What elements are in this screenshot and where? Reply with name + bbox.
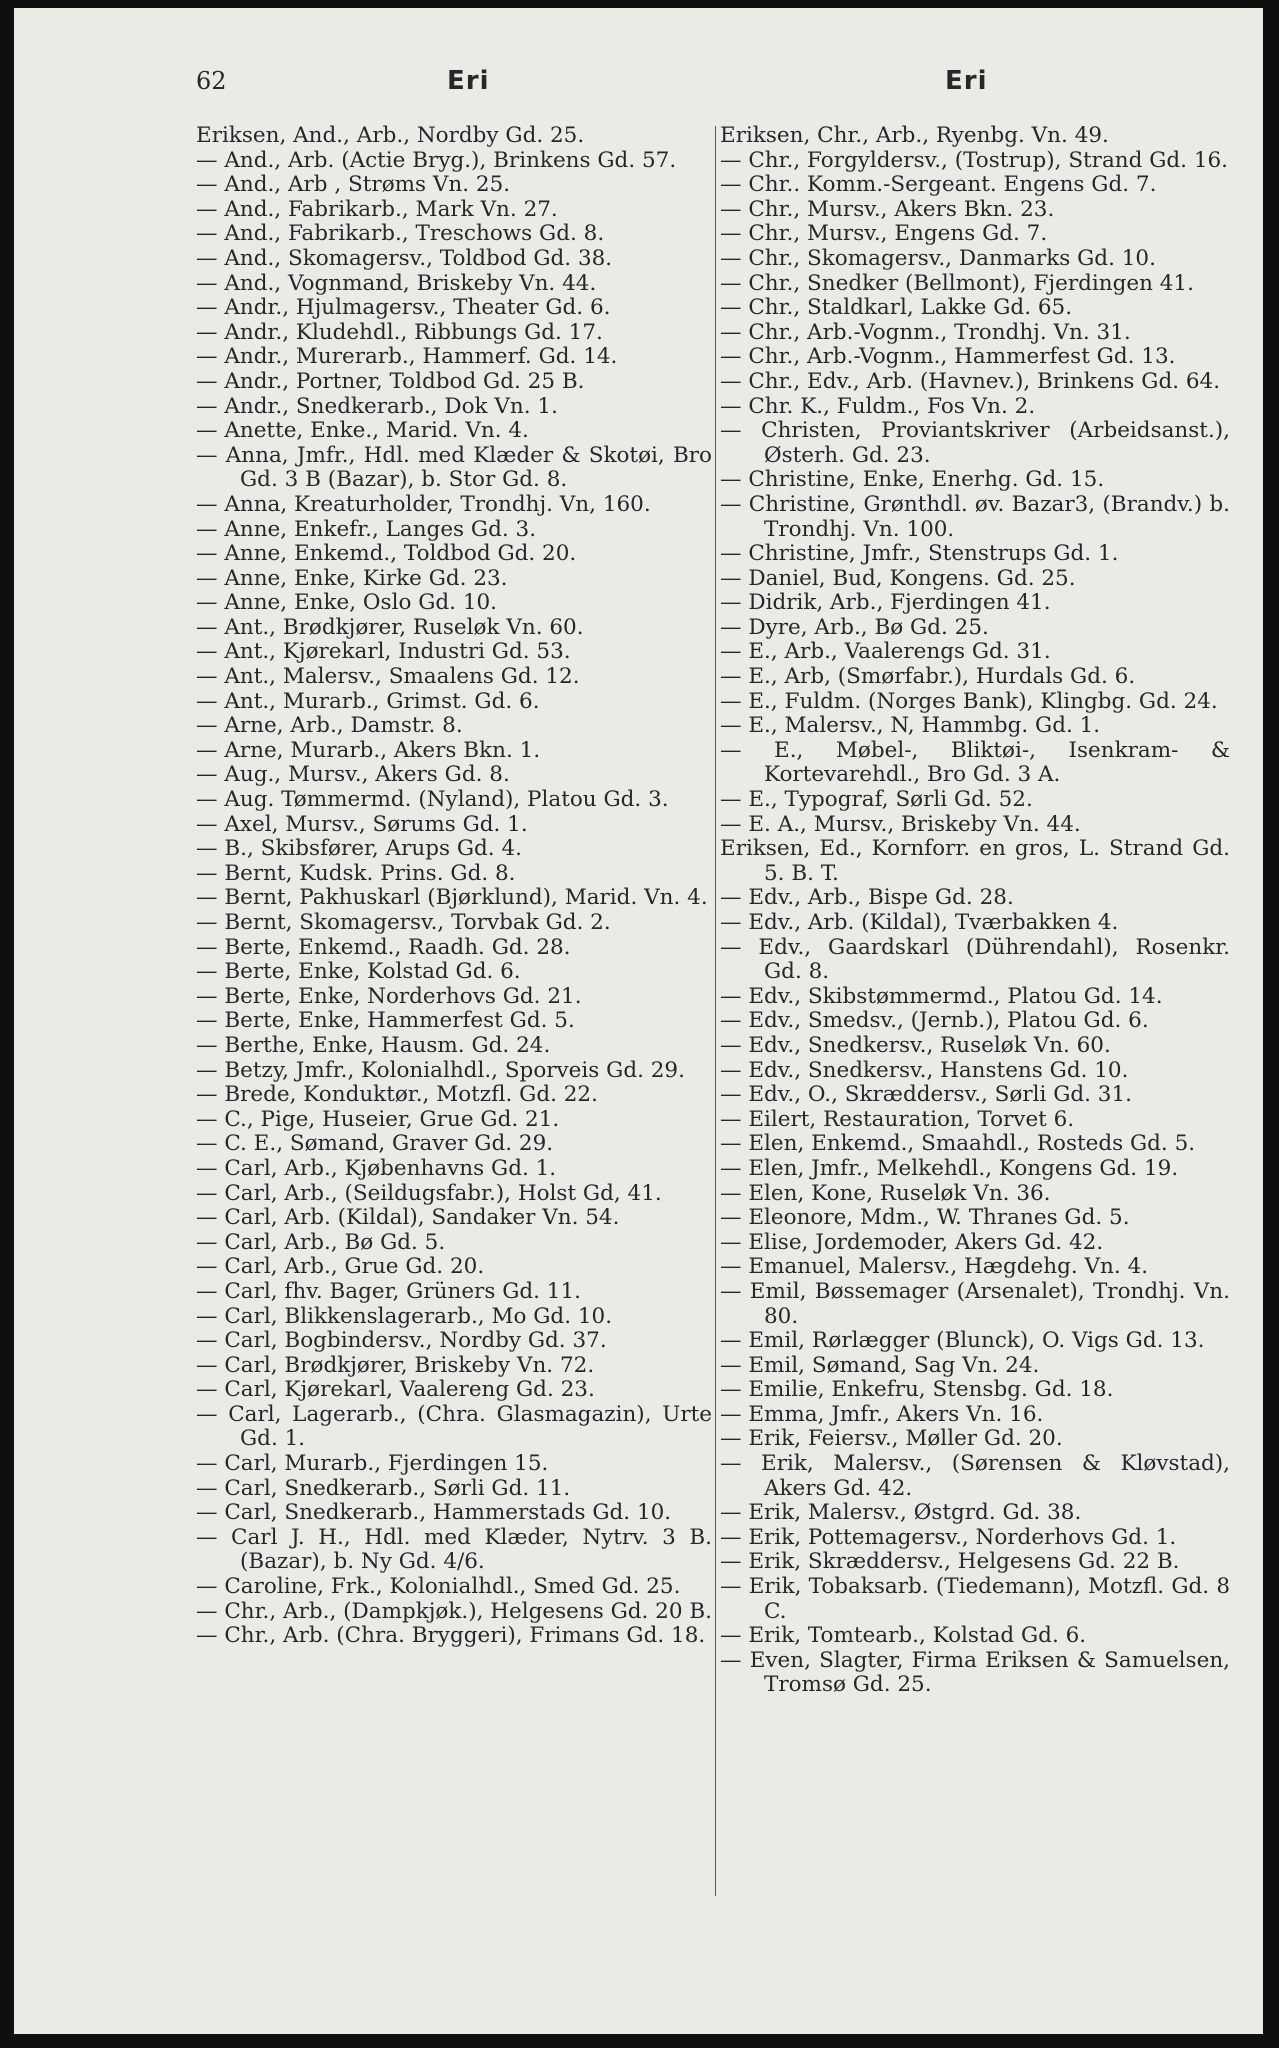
directory-entry: — B., Skibsfører, Arups Gd. 4.: [196, 836, 522, 862]
directory-entry: — Erik, Malersv., (Sørensen & Kløvstad), Akers Gd. 42.: [720, 1451, 1230, 1501]
directory-entry: — Chr.. Komm.-Sergeant. Engens Gd. 7.: [720, 172, 1157, 198]
directory-entry: — Carl, Arb., Bø Gd. 5.: [196, 1229, 446, 1255]
directory-entry: — Daniel, Bud, Kongens. Gd. 25.: [720, 565, 1076, 591]
directory-entry: — Ant., Brødkjører, Ruseløk Vn. 60.: [196, 614, 584, 640]
directory-entry: — And., Skomagersv., Toldbod Gd. 38.: [196, 245, 613, 271]
directory-entry: — E., Møbel-, Bliktøi-, Isenkram- & Kortevarehdl., Bro Gd. 3 A.: [720, 737, 1230, 788]
directory-entry: — Edv., Arb. (Kildal), Tværbakken 4.: [720, 910, 1119, 935]
directory-entry: — And., Arb. (Actie Bryg.), Brinkens Gd. 57.: [196, 147, 677, 173]
directory-entry: — Carl, Blikkenslagerarb., Mo Gd. 10.: [196, 1303, 613, 1329]
directory-entry: — Christine, Grønthdl. øv. Bazar3, (Brandv.) b. Trondhj. Vn. 100.: [720, 491, 1230, 542]
directory-entry: — Carl, Brødkjører, Briskeby Vn. 72.: [196, 1352, 595, 1378]
directory-entry: — Emilie, Enkefru, Stensbg. Gd. 18.: [720, 1377, 1114, 1403]
directory-entry: — Brede, Konduktør., Motzfl. Gd. 22.: [196, 1082, 598, 1108]
running-head-right: Eri: [945, 66, 988, 96]
directory-page: [14, 8, 1263, 2034]
directory-entry: — Emanuel, Malersv., Hægdehg. Vn. 4.: [720, 1254, 1149, 1280]
directory-entry: — Caroline, Frk., Kolonialhdl., Smed Gd. 25.: [196, 1574, 681, 1600]
directory-entry: — E., Fuldm. (Norges Bank), Klingbg. Gd. 24.: [720, 688, 1218, 714]
directory-entry: — Carl, Kjørekarl, Vaalereng Gd. 23.: [196, 1377, 595, 1403]
directory-entry: — Dyre, Arb., Bø Gd. 25.: [720, 614, 989, 640]
directory-entry: — Berthe, Enke, Hausm. Gd. 24.: [196, 1032, 551, 1058]
directory-entry: — Eleonore, Mdm., W. Thranes Gd. 5.: [720, 1205, 1130, 1231]
directory-entry: — Eilert, Restauration, Torvet 6.: [720, 1106, 1075, 1132]
directory-entry: — Anna, Jmfr., Hdl. med Klæder & Skotøi, Bro Gd. 3 B (Bazar), b. Stor Gd. 8.: [196, 442, 712, 493]
directory-entry: — Chr., Edv., Arb. (Havnev.), Brinkens Gd. 64.: [720, 368, 1221, 394]
right-column: [720, 124, 1230, 1698]
directory-entry: — C. E., Sømand, Graver Gd. 29.: [196, 1131, 554, 1157]
directory-entry: — Christine, Enke, Enerhg. Gd. 15.: [720, 467, 1105, 493]
directory-entry: — Chr., Arb., (Dampkjøk.), Helgesens Gd. 20 B.: [196, 1598, 713, 1624]
directory-entry: — Arne, Arb., Damstr. 8.: [196, 713, 463, 739]
directory-entry: — Andr., Portner, Toldbod Gd. 25 B.: [196, 368, 585, 394]
directory-entry: — Edv., Skibstømmermd., Platou Gd. 14.: [720, 983, 1163, 1009]
directory-entry: — Elise, Jordemoder, Akers Gd. 42.: [720, 1229, 1104, 1255]
directory-entry: — Chr., Arb.-Vognm., Trondhj. Vn. 31.: [720, 319, 1131, 345]
directory-entry: — Edv., Gaardskarl (Dührendahl), Rosenkr. Gd. 8.: [720, 934, 1230, 985]
directory-entry: — Chr., Arb. (Chra. Bryggeri), Frimans Gd. 18.: [196, 1623, 706, 1649]
directory-entry: — Edv., Snedkersv., Hanstens Gd. 10.: [720, 1057, 1129, 1083]
directory-entry: — Christine, Jmfr., Stenstrups Gd. 1.: [720, 541, 1119, 567]
directory-entry: — Edv., Arb., Bispe Gd. 28.: [720, 885, 1014, 911]
directory-entry: — E., Arb, (Smørfabr.), Hurdals Gd. 6.: [720, 664, 1136, 690]
directory-entry: — Anna, Kreaturholder, Trondhj. Vn, 160.: [196, 491, 651, 517]
directory-entry: — Didrik, Arb., Fjerdingen 41.: [720, 590, 1051, 616]
directory-entry: — Chr. K., Fuldm., Fos Vn. 2.: [720, 393, 1036, 419]
directory-entry: Eriksen, Chr., Arb., Ryenbg. Vn. 49.: [720, 123, 1109, 148]
directory-entry: — Bernt, Skomagersv., Torvbak Gd. 2.: [196, 910, 611, 935]
directory-entry: — Chr., Snedker (Bellmont), Fjerdingen 41.: [720, 270, 1194, 296]
directory-entry: — Carl, Arb. (Kildal), Sandaker Vn. 54.: [196, 1205, 620, 1231]
directory-entry: — Even, Slagter, Firma Eriksen & Samuelsen, Tromsø Gd. 25.: [720, 1647, 1230, 1698]
running-head-left: Eri: [447, 66, 490, 96]
directory-entry: — Chr., Staldkarl, Lakke Gd. 65.: [720, 295, 1073, 321]
directory-entry: — Chr., Mursv., Akers Bkn. 23.: [720, 196, 1055, 222]
directory-entry: — Chr., Skomagersv., Danmarks Gd. 10.: [720, 245, 1156, 271]
directory-entry: — C., Pige, Huseier, Grue Gd. 21.: [196, 1106, 560, 1132]
directory-entry: — Ant., Murarb., Grimst. Gd. 6.: [196, 688, 540, 714]
directory-entry: — Carl, Snedkerarb., Hammerstads Gd. 10.: [196, 1500, 672, 1526]
directory-entry: — E., Malersv., N, Hammbg. Gd. 1.: [720, 713, 1101, 739]
directory-entry: — Carl, fhv. Bager, Grüners Gd. 11.: [196, 1278, 581, 1304]
directory-entry: — Emil, Bøssemager (Arsenalet), Trondhj. Vn. 80.: [720, 1278, 1230, 1329]
directory-entry: — Bernt, Pakhuskarl (Bjørklund), Marid. Vn. 4.: [196, 885, 708, 911]
directory-entry: — Carl J. H., Hdl. med Klæder, Nytrv. 3 B. (Bazar), b. Ny Gd. 4/6.: [196, 1524, 712, 1575]
directory-entry: — And., Arb , Strøms Vn. 25.: [196, 172, 511, 198]
directory-entry: — Carl, Murarb., Fjerdingen 15.: [196, 1451, 549, 1477]
directory-entry: — Axel, Mursv., Sørums Gd. 1.: [196, 811, 528, 837]
directory-entry: — Anne, Enke, Kirke Gd. 23.: [196, 565, 508, 591]
directory-entry: — Erik, Malersv., Østgrd. Gd. 38.: [720, 1500, 1082, 1526]
directory-entry: — Berte, Enke, Hammerfest Gd. 5.: [196, 1008, 575, 1034]
directory-entry: — Carl, Arb., (Seildugsfabr.), Holst Gd, 41.: [196, 1180, 662, 1206]
directory-entry: — Edv., Snedkersv., Ruseløk Vn. 60.: [720, 1032, 1111, 1058]
directory-entry: — Anne, Enkemd., Toldbod Gd. 20.: [196, 541, 577, 567]
directory-entry: — Ant., Malersv., Smaalens Gd. 12.: [196, 664, 580, 690]
directory-entry: — Berte, Enke, Norderhovs Gd. 21.: [196, 983, 582, 1009]
directory-entry: — Anette, Enke., Marid. Vn. 4.: [196, 418, 529, 444]
directory-entry: — Anne, Enke, Oslo Gd. 10.: [196, 590, 498, 616]
directory-entry: — E., Typograf, Sørli Gd. 52.: [720, 787, 1033, 813]
directory-entry: — Andr., Kludehdl., Ribbungs Gd. 17.: [196, 319, 603, 345]
directory-entry: — Erik, Feiersv., Møller Gd. 20.: [720, 1426, 1063, 1452]
directory-entry: — Chr., Arb.-Vognm., Hammerfest Gd. 13.: [720, 344, 1176, 370]
left-column: [196, 124, 712, 1649]
directory-entry: — Emil, Sømand, Sag Vn. 24.: [720, 1352, 1040, 1378]
directory-entry: — Emma, Jmfr., Akers Vn. 16.: [720, 1401, 1044, 1427]
directory-entry: — Erik, Pottemagersv., Norderhovs Gd. 1.: [720, 1524, 1177, 1550]
directory-entry: — And., Fabrikarb., Treschows Gd. 8.: [196, 221, 605, 247]
directory-entry: — Anne, Enkefr., Langes Gd. 3.: [196, 516, 537, 542]
directory-entry: — Andr., Hjulmagersv., Theater Gd. 6.: [196, 295, 611, 321]
directory-entry: — Ant., Kjørekarl, Industri Gd. 53.: [196, 639, 571, 665]
directory-entry: — Erik, Skræddersv., Helgesens Gd. 22 B.: [720, 1549, 1180, 1575]
directory-entry: — Erik, Tomtearb., Kolstad Gd. 6.: [720, 1623, 1087, 1649]
directory-entry: — E. A., Mursv., Briskeby Vn. 44.: [720, 811, 1081, 837]
directory-entry: — Chr., Mursv., Engens Gd. 7.: [720, 221, 1048, 247]
directory-entry: — Aug., Mursv., Akers Gd. 8.: [196, 762, 510, 788]
directory-entry: — Bernt, Kudsk. Prins. Gd. 8.: [196, 860, 516, 886]
directory-entry: — Elen, Enkemd., Smaahdl., Rosteds Gd. 5.: [720, 1131, 1196, 1157]
directory-entry: — Edv., Smedsv., (Jernb.), Platou Gd. 6.: [720, 1008, 1149, 1034]
directory-entry: — Erik, Tobaksarb. (Tiedemann), Motzfl. Gd. 8 C.: [720, 1574, 1230, 1624]
directory-entry: — Chr., Forgyldersv., (Tostrup), Strand Gd. 16.: [720, 147, 1229, 173]
column-divider: [715, 126, 716, 1896]
directory-entry: — Berte, Enke, Kolstad Gd. 6.: [196, 959, 521, 985]
directory-entry: Eriksen, Ed., Kornforr. en gros, L. Strand Gd. 5. B. T.: [720, 836, 1230, 886]
directory-entry: — Elen, Kone, Ruseløk Vn. 36.: [720, 1180, 1051, 1206]
directory-entry: — Elen, Jmfr., Melkehdl., Kongens Gd. 19.: [720, 1155, 1179, 1181]
directory-entry: — Carl, Arb., Kjøbenhavns Gd. 1.: [196, 1155, 557, 1181]
directory-entry: — Andr., Snedkerarb., Dok Vn. 1.: [196, 393, 558, 419]
directory-entry: — Carl, Snedkerarb., Sørli Gd. 11.: [196, 1475, 571, 1501]
directory-entry: — And., Vognmand, Briskeby Vn. 44.: [196, 270, 597, 296]
directory-entry: — Arne, Murarb., Akers Bkn. 1.: [196, 737, 541, 763]
page-number: 62: [196, 67, 227, 95]
directory-entry: — Andr., Murerarb., Hammerf. Gd. 14.: [196, 344, 618, 370]
directory-entry: — Betzy, Jmfr., Kolonialhdl., Sporveis Gd. 29.: [196, 1057, 685, 1083]
directory-entry: — Berte, Enkemd., Raadh. Gd. 28.: [196, 934, 571, 960]
directory-entry: — Aug. Tømmermd. (Nyland), Platou Gd. 3.: [196, 787, 669, 813]
directory-entry: — Edv., O., Skræddersv., Sørli Gd. 31.: [720, 1082, 1132, 1108]
directory-entry: — E., Arb., Vaalerengs Gd. 31.: [720, 639, 1051, 665]
directory-entry: Eriksen, And., Arb., Nordby Gd. 25.: [196, 123, 585, 148]
directory-entry: — Carl, Lagerarb., (Chra. Glasmagazin), Urte Gd. 1.: [196, 1401, 712, 1452]
directory-entry: — Christen, Proviantskriver (Arbeidsanst.), Østerh. Gd. 23.: [720, 418, 1230, 468]
directory-entry: — Carl, Bogbindersv., Nordby Gd. 37.: [196, 1328, 607, 1354]
directory-entry: — Carl, Arb., Grue Gd. 20.: [196, 1254, 485, 1280]
directory-entry: — Emil, Rørlægger (Blunck), O. Vigs Gd. 13.: [720, 1328, 1205, 1354]
directory-entry: — And., Fabrikarb., Mark Vn. 27.: [196, 196, 558, 222]
